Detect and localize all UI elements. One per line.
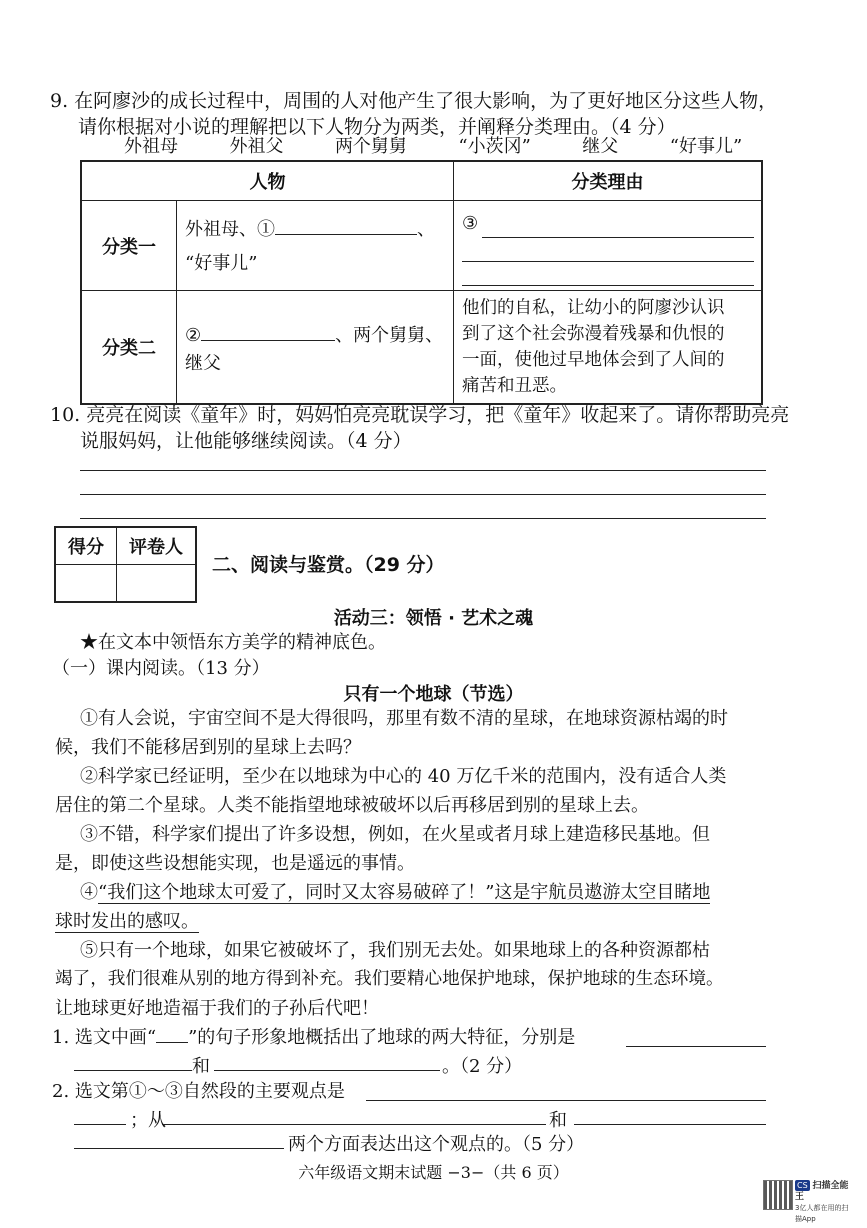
- q1-text-a: 1. 选文中画“: [52, 1027, 157, 1048]
- section-title: 二、阅读与鉴赏。（29 分）: [212, 554, 445, 576]
- underlined-sentence: “我们这个地球太可爱了，同时又太容易破碎了！”这是宇航员遨游太空目睹地: [98, 882, 711, 903]
- answer-blank-3[interactable]: [482, 237, 754, 238]
- header-people: 人物: [81, 161, 454, 201]
- q9-line2: 请你根据对小说的理解把以下人物分为两类，并阐释分类理由。（4 分）: [78, 116, 676, 138]
- scanner-subtitle: 3亿人都在用的扫描App: [795, 1204, 849, 1223]
- score-cell[interactable]: [55, 565, 117, 603]
- q1-and: 和: [192, 1056, 210, 1077]
- q2-from: ；从: [130, 1110, 166, 1131]
- row1-reason: [454, 201, 763, 291]
- para-3-line2: 是，即使这些设想能实现，也是遥远的事情。: [55, 853, 415, 874]
- para-4-marker: ④: [80, 882, 98, 903]
- character-name: 两个舅舅: [334, 136, 407, 157]
- q2-answer-blank-2[interactable]: [162, 1124, 546, 1125]
- q1-answer-blank-1[interactable]: [74, 1070, 192, 1071]
- q1-text-b: ”的句子形象地概括出了地球的两大特征，分别是: [188, 1027, 576, 1048]
- reading-part-title: （一）课内阅读。（13 分）: [52, 658, 270, 679]
- character-name: 继父: [582, 136, 619, 157]
- character-name: 外祖母: [124, 136, 178, 157]
- para-3-line1: ③不错，科学家们提出了许多设想，例如，在火星或者月球上建造移民基地。但: [80, 824, 710, 845]
- q2-answer-blank-3-end[interactable]: [74, 1148, 284, 1149]
- character-name: “好事儿”: [669, 136, 743, 157]
- para-1-line2: 候，我们不能移居到别的星球上去吗？: [55, 737, 361, 758]
- activity-title: 活动三：领悟 · 艺术之魂: [333, 608, 534, 629]
- para-2-line2: 居住的第二个星球。人类不能指望地球被破坏以后再移居到别的星球上去。: [55, 795, 649, 816]
- q2-answer-blank-3[interactable]: [574, 1124, 766, 1125]
- para-4-line2: [55, 907, 767, 936]
- row2-reason-line: 一面，使他过早地体会到了人间的: [462, 350, 725, 370]
- para-5-line1: ⑤只有一个地球，如果它被破坏了，我们别无去处。如果地球上的各种资源都枯: [80, 940, 710, 961]
- q1-answer-blank-2[interactable]: [214, 1070, 440, 1071]
- row2-reason-line: 痛苦和丑恶。: [462, 376, 567, 396]
- row1-people-sep: 、: [417, 219, 435, 240]
- character-name: 外祖父: [229, 136, 284, 157]
- activity-intro: ★在文本中领悟东方美学的精神底色。: [80, 632, 386, 653]
- row2-reason-line: 他们的自私，让幼小的阿廖沙认识: [462, 298, 725, 318]
- page-footer: 六年级语文期末试题 −3−（共 6 页）: [298, 1163, 569, 1182]
- para-4-line1: [80, 878, 770, 907]
- question-1: [52, 1024, 772, 1052]
- para-1-line1: ①有人会说，宇宙空间不是大得很吗，那里有数不清的星球，在地球资源枯竭的时: [80, 708, 728, 729]
- scanner-watermark: [795, 1180, 851, 1223]
- q1-mark-blank: [156, 1026, 188, 1043]
- q2-text-a: 2. 选文第①～③自然段的主要观点是: [52, 1081, 345, 1102]
- row1-people: [177, 201, 454, 291]
- answer-blank-1[interactable]: [275, 218, 417, 235]
- row1-label: 分类一: [81, 201, 177, 291]
- q2-and: 和: [549, 1110, 567, 1131]
- character-list: [124, 134, 764, 160]
- character-name: “小茨冈”: [458, 136, 531, 157]
- article-title: 只有一个地球（节选）: [343, 684, 524, 705]
- q2-text-d: 两个方面表达出这个观点的。（5 分）: [288, 1134, 585, 1155]
- q9-line1: 9. 在阿廖沙的成长过程中，周围的人对他产生了很大影响，为了更好地区分这些人物，: [50, 90, 778, 112]
- header-reason: 分类理由: [454, 161, 763, 201]
- camscanner-logo-icon: CS: [797, 1181, 808, 1190]
- qr-code-icon: [763, 1180, 793, 1210]
- row2-people-marker: ②: [185, 325, 202, 346]
- q10-line2: 说服妈妈，让他能够继续阅读。（4 分）: [80, 430, 412, 452]
- row2-reason-line: 到了这个社会弥漫着残暴和仇恨的: [462, 324, 725, 344]
- q1-score: 。（2 分）: [442, 1056, 523, 1077]
- underlined-sentence-end: 球时发出的感叹。: [55, 911, 199, 932]
- score-box: [54, 526, 197, 603]
- q10-answer-line-3[interactable]: [80, 518, 766, 519]
- score-label: 得分: [55, 527, 117, 565]
- q1-answer-blank-1-end[interactable]: [626, 1046, 766, 1047]
- q2-answer-blank-1[interactable]: [366, 1100, 766, 1101]
- grader-label: 评卷人: [117, 527, 197, 565]
- answer-blank-3-line3[interactable]: [462, 285, 754, 286]
- para-5-line3: 让地球更好地造福于我们的子孙后代吧！: [55, 998, 379, 1019]
- row2-people-c: 继父: [185, 353, 221, 374]
- answer-blank-3-line2[interactable]: [462, 261, 754, 262]
- answer-blank-2[interactable]: [201, 324, 335, 341]
- row1-reason-marker: ③: [462, 213, 479, 234]
- para-2-line1: ②科学家已经证明，至少在以地球为中心的 40 万亿千米的范围内，没有适合人类: [80, 766, 727, 787]
- classification-table: [80, 160, 763, 405]
- row2-people: [177, 291, 454, 405]
- q10-answer-line-2[interactable]: [80, 494, 766, 495]
- row1-people-text: 外祖母、①: [185, 219, 275, 240]
- para-5-line2: 竭了，我们很难从别的地方得到补充。我们要精心地保护地球，保护地球的生态环境。: [55, 969, 724, 989]
- row2-label: 分类二: [81, 291, 177, 405]
- grader-cell[interactable]: [117, 565, 197, 603]
- row2-reason: [454, 291, 763, 405]
- row1-people-c: “好事儿”: [185, 253, 258, 274]
- q2-answer-blank-1-end[interactable]: [74, 1124, 126, 1125]
- q10-answer-line-1[interactable]: [80, 470, 766, 471]
- q10-line1: 10. 亮亮在阅读《童年》时，妈妈怕亮亮耽误学习，把《童年》收起来了。请你帮助亮亮: [50, 404, 790, 426]
- row2-people-text: 、两个舅舅、: [335, 325, 444, 346]
- scanner-app-name: 扫描全能王: [795, 1181, 849, 1202]
